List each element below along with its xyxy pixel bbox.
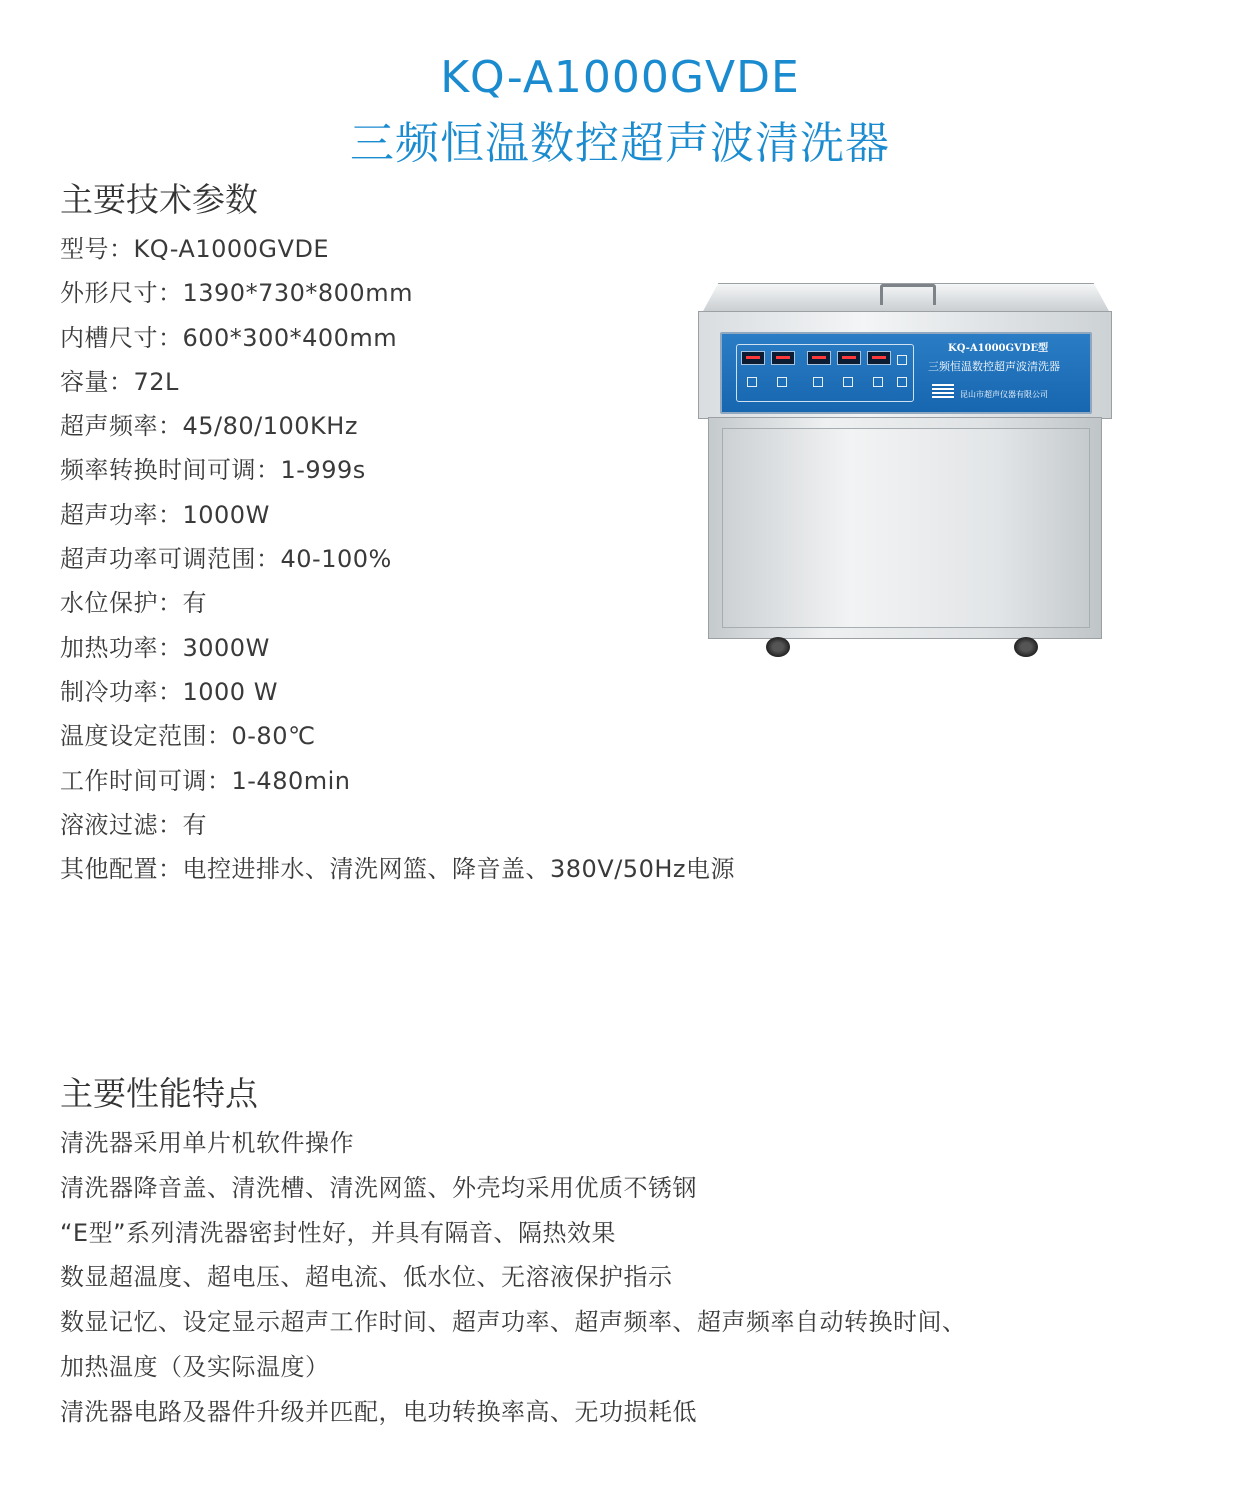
- feature-item: 清洗器降音盖、清洗槽、清洗网篮、外壳均采用优质不锈钢: [60, 1173, 697, 1202]
- spec-item: 型号：KQ-A1000GVDE: [60, 235, 330, 263]
- panel-maker: 昆山市超声仪器有限公司: [960, 390, 1048, 399]
- spec-item: 溶液过滤：有: [60, 810, 207, 839]
- spec-item: 超声功率可调范围：40-100%: [60, 545, 392, 574]
- page-title-model: KQ-A1000GVDE: [440, 52, 800, 103]
- feature-item: 清洗器采用单片机软件操作: [60, 1129, 354, 1157]
- panel-logo-icon: [932, 384, 954, 400]
- display-digit: [771, 351, 795, 365]
- spec-item: 水位保护：有: [60, 589, 207, 618]
- product-door: [722, 428, 1090, 628]
- panel-model-label: KQ-A1000GVDE型: [948, 343, 1049, 354]
- spec-item: 容量：72L: [60, 367, 179, 396]
- specs-list: [60, 227, 735, 891]
- spec-item: 频率转换时间可调：1-999s: [60, 456, 366, 485]
- feature-item: 数显记忆、设定显示超声工作时间、超声功率、超声频率、超声频率自动转换时间、: [60, 1308, 967, 1337]
- feature-item: 数显超温度、超电压、超电流、低水位、无溶液保护指示: [60, 1263, 673, 1292]
- display-digit: [867, 351, 891, 365]
- spec-item: 超声频率：45/80/100KHz: [60, 412, 358, 441]
- spec-item: 工作时间可调：1-480min: [60, 766, 351, 795]
- page-title-name: 三频恒温数控超声波清洗器: [350, 118, 890, 169]
- feature-item: 清洗器电路及器件升级并匹配，电功转换率高、无功损耗低: [60, 1397, 697, 1426]
- lid-handle: [880, 284, 936, 305]
- panel-key: [813, 377, 823, 387]
- features-heading: 主要性能特点: [60, 1074, 258, 1113]
- display-digit: [807, 351, 831, 365]
- spec-item: 制冷功率：1000 W: [60, 677, 278, 706]
- display-digit: [837, 351, 861, 365]
- panel-key: [747, 377, 757, 387]
- feature-item: 加热温度（及实际温度）: [60, 1352, 330, 1381]
- wheel-icon: [766, 637, 790, 657]
- spec-item: 超声功率：1000W: [60, 500, 270, 529]
- panel-key: [897, 377, 907, 387]
- panel-subtitle: 三频恒温数控超声波清洗器: [928, 360, 1060, 373]
- spec-item: 加热功率：3000W: [60, 633, 270, 662]
- product-image: [696, 280, 1114, 662]
- panel-controls: [736, 344, 914, 402]
- spec-item: 温度设定范围：0-80℃: [60, 722, 316, 751]
- panel-key: [873, 377, 883, 387]
- display-digit: [741, 351, 765, 365]
- spec-item: 内槽尺寸：600*300*400mm: [60, 323, 398, 352]
- panel-key: [777, 377, 787, 387]
- wheel-icon: [1014, 637, 1038, 657]
- panel-key: [897, 355, 907, 365]
- spec-item: 其他配置：电控进排水、清洗网篮、降音盖、380V/50Hz电源: [60, 855, 735, 884]
- panel-key: [843, 377, 853, 387]
- feature-item: “E型”系列清洗器密封性好，并具有隔音、隔热效果: [60, 1218, 617, 1247]
- features-list: [60, 1121, 967, 1435]
- control-panel: [720, 332, 1092, 414]
- spec-item: 外形尺寸：1390*730*800mm: [60, 279, 413, 308]
- specs-heading: 主要技术参数: [60, 180, 258, 219]
